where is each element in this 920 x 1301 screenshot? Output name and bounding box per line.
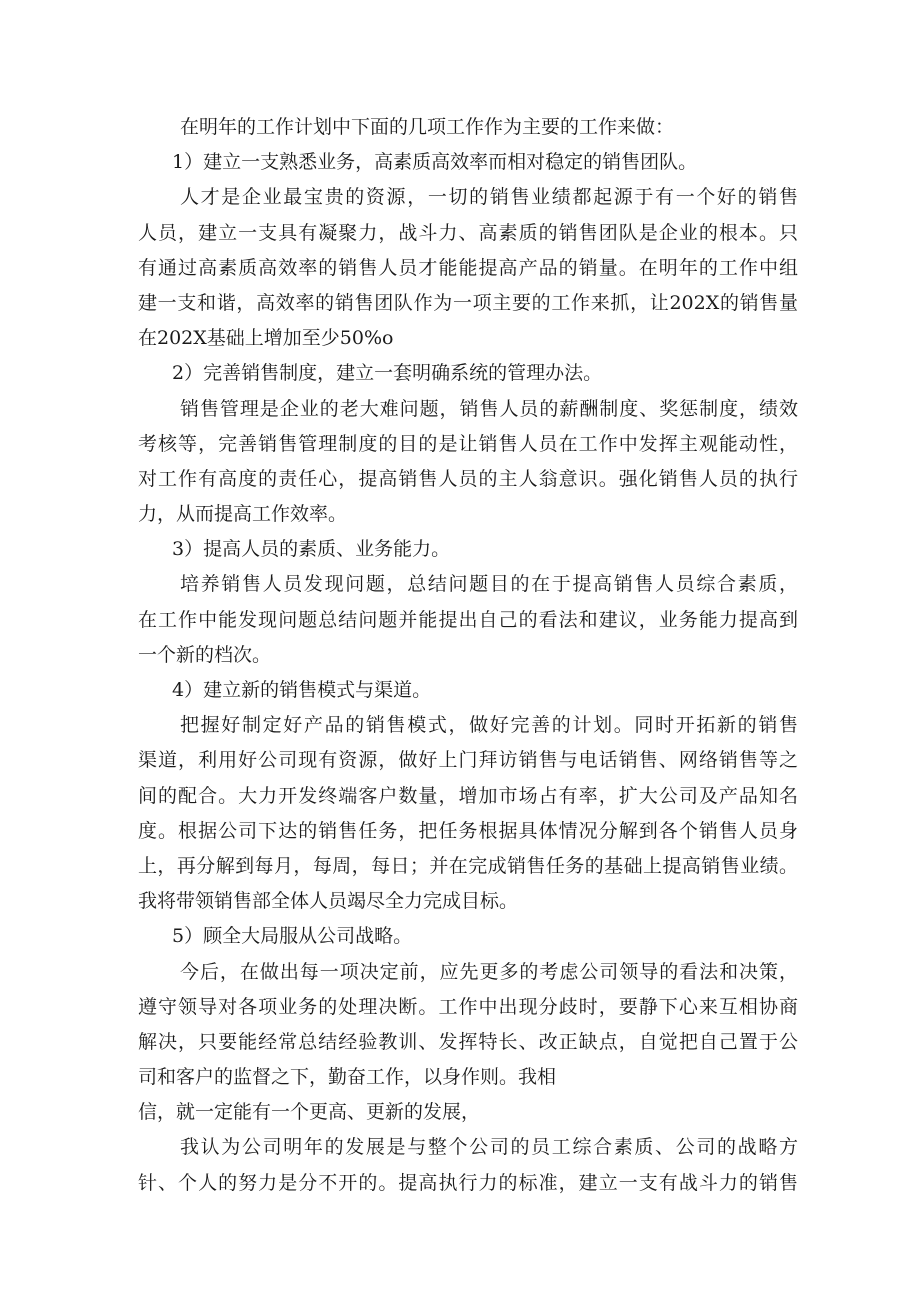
text-line: 针、个人的努力是分不开的。提高执行力的标准，建立一支有战斗力的销售	[138, 1171, 798, 1194]
text-line: 销售管理是企业的老大难问题，销售人员的薪酬制度、奖惩制度，绩效	[180, 397, 798, 420]
text-line: 2）完善销售制度，建立一套明确系统的管理办法。	[172, 362, 603, 385]
text-line: 我认为公司明年的发展是与整个公司的员工综合素质、公司的战略方	[180, 1136, 798, 1159]
text-line: 度。根据公司下达的销售任务，把任务根据具体情况分解到各个销售人员身	[138, 819, 798, 842]
text-line: 3）提高人员的素质、业务能力。	[172, 538, 451, 561]
text-line: 1）建立一支熟悉业务，高素质高效率而相对稳定的销售团队。	[172, 151, 698, 174]
text-line: 4）建立新的销售模式与渠道。	[172, 679, 432, 701]
text-line: 考核等，完善销售管理制度的目的是让销售人员在工作中发挥主观能动性，	[138, 432, 798, 455]
text-line: 我将带领销售部全体人员竭尽全力完成目标。	[138, 890, 519, 913]
text-line: 在工作中能发现问题总结问题并能提出自己的看法和建议，业务能力提高到	[138, 608, 798, 631]
text-line: 信，就一定能有一个更高、更新的发展，	[138, 1101, 481, 1124]
text-line: 培养销售人员发现问题，总结问题目的在于提高销售人员综合素质，	[180, 573, 798, 596]
text-line: 在202X基础上增加至少50%o	[138, 327, 394, 350]
document-body	[138, 110, 798, 1201]
text-line: 今后，在做出每一项决定前，应先更多的考虑公司领导的看法和决策，	[180, 960, 798, 983]
text-line: 上，再分解到每月，每周，每日；并在完成销售任务的基础上提高销售业绩。	[138, 854, 798, 877]
text-line: 渠道，利用好公司现有资源，做好上门拜访销售与电话销售、网络销售等之	[138, 749, 798, 772]
text-line: 遵守领导对各项业务的处理决断。工作中出现分歧时，要静下心来互相协商	[138, 995, 798, 1018]
text-line: 解决，只要能经常总结经验教训、发挥特长、改正缺点，自觉把自己置于公	[138, 1030, 798, 1053]
text-line: 人才是企业最宝贵的资源，一切的销售业绩都起源于有一个好的销售	[180, 186, 798, 209]
text-line: 5）顾全大局服从公司战略。	[172, 925, 413, 948]
text-line: 建一支和谐，高效率的销售团队作为一项主要的工作来抓，让202X的销售量	[138, 291, 798, 314]
text-line: 司和客户的监督之下，勤奋工作，以身作则。我相	[138, 1066, 557, 1089]
text-line: 对工作有高度的责任心，提高销售人员的主人翁意识。强化销售人员的执行	[138, 467, 798, 490]
text-line: 力，从而提高工作效率。	[138, 503, 348, 526]
text-line: 间的配合。大力开发终端客户数量，增加市场占有率，扩大公司及产品知名	[138, 784, 798, 807]
text-line: 在明年的工作计划中下面的几项工作作为主要的工作来做：	[180, 116, 675, 138]
text-line: 把握好制定好产品的销售模式，做好完善的计划。同时开拓新的销售	[180, 714, 798, 737]
text-line: 人员，建立一支具有凝聚力，战斗力、高素质的销售团队是企业的根本。只	[138, 221, 798, 244]
text-line: 有通过高素质高效率的销售人员才能能提高产品的销量。在明年的工作中组	[138, 256, 798, 279]
text-line: 一个新的档次。	[138, 643, 272, 666]
